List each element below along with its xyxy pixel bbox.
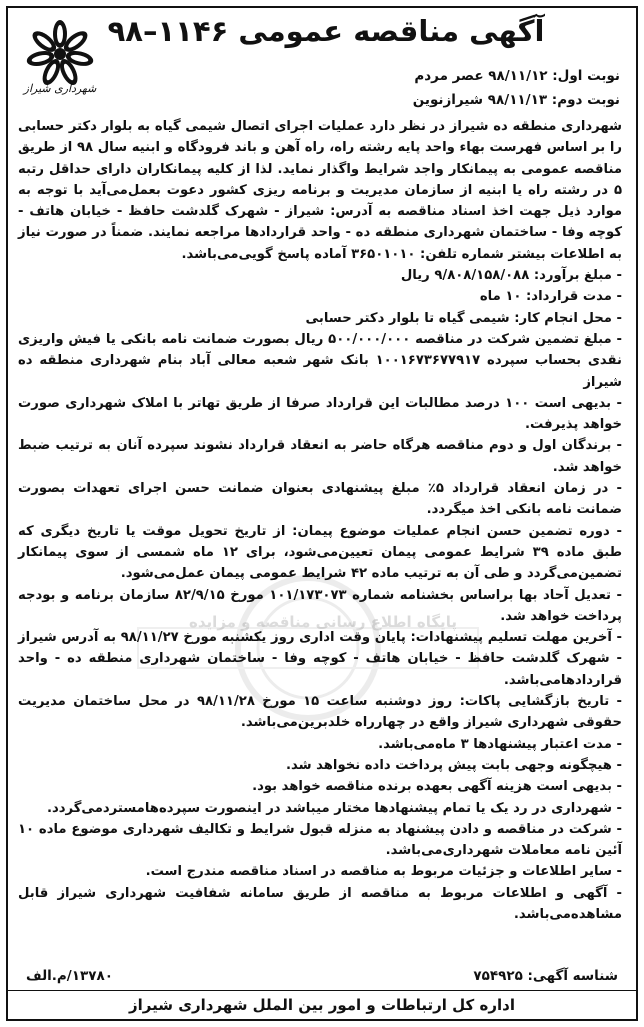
notice-item: - برندگان اول و دوم مناقصه هرگاه حاضر به انعقاد قرارداد نشوند سپرده آنان به ترتیب ضبط خواهد شد. [18, 438, 622, 475]
notice-item: - آگهی و اطلاعات مربوط به مناقصه از طریق سامانه شفافیت شهرداری شیراز قابل مشاهده‌می‌باشد. [18, 885, 622, 922]
notice-intro: شهرداری منطقه ده شیراز در نظر دارد عملیات اجرای اتصال شیمی گیاه به بلوار دکتر حسابی را بر اساس فهرست بهاء واحد پایه رشته راه، راه آهن و باند فرودگاه و ابنیه سال ۹۸ از طریق مناقصه عمومی به پیمانکار واجد شرایط واگذار نماید. لذا از کلیه پیمانکاران دارای حداقل رتبه ۵ در رشته راه یا ابنیه از سازمان مدیریت و برنامه ریزی کشور دعوت بعمل‌می‌آید با توجه به موارد ذیل جهت اخذ اسناد مناقصه به آدرس: شیراز - شهرک گلدشت حافظ - خیابان هاتف - کوچه وفا - ساختمان شهرداری منطقه ده - واحد قراردادها مراجعه نمایند. ضمناً در صورت نیاز به اطلاعات بیشتر شماره تلفن: ۳۶۵۰۱۰۱۰ آماده پاسخ گویی‌می‌باشد. [18, 119, 622, 262]
notice-header [8, 8, 636, 116]
footer-identifiers [8, 968, 636, 992]
notice-item: - هیچگونه وجهی بابت پیش پرداخت داده نخواهد شد. [285, 757, 622, 773]
publisher-name: اداره کل ارتباطات و امور بین الملل شهرداری شیراز [129, 996, 515, 1014]
notice-item: - شهرداری در رد یک یا تمام پیشنهادها مختار میباشد در اینصورت سپرده‌هامستردمی‌گردد. [46, 800, 622, 816]
notice-item: - تعدیل آحاد بها براساس بخشنامه شماره ۱۰۱/۱۷۳۰۷۳ مورخ ۸۲/۹/۱۵ سازمان برنامه و بودجه پرداخت خواهد شد. [18, 587, 622, 624]
footer-divider [8, 990, 636, 991]
notice-item: - سایر اطلاعات و جزئیات مربوط به مناقصه در اسناد مناقصه مندرج است. [145, 864, 622, 880]
notice-item: - آخرین مهلت تسلیم پیشنهادات: پایان وقت اداری روز یکشنبه مورخ ۹۸/۱۱/۲۷ به آدرس شیراز - شهرک گلدشت حافظ - خیابان هاتف - کوچه وفا - ساختمان شهرداری منطقه ده - واحد قراردادهامی‌باشد. [18, 630, 622, 688]
watermark-text: پایگاه اطلاع رسانی مناقصه و مزایده [189, 613, 457, 631]
notice-item: - مدت قرارداد: ۱۰ ماه [479, 289, 622, 305]
notice-title: آگهی مناقصه عمومی ۱۱۴۶–۹۸ [107, 14, 545, 48]
notice-item: - بدیهی است ۱۰۰ درصد مطالبات این قرارداد صرفا از طریق تهاتر با املاک شهرداری صورت خواهد پذیرفت. [18, 395, 623, 433]
publication-first: نوبت اول: ۹۸/۱۱/۱۲ عصر مردم [414, 68, 620, 84]
notice-item: - محل انجام کار: شیمی گیاه تا بلوار دکتر حسابی [305, 310, 622, 326]
notice-item: - مدت اعتبار پیشنهادها ۳ ماه‌می‌باشد. [378, 736, 622, 752]
publication-second: نوبت دوم: ۹۸/۱۱/۱۳ شیرازنوین [412, 92, 620, 108]
ad-code: ۱۳۷۸۰/م.الف [26, 968, 113, 984]
notice-body [8, 116, 636, 925]
logo-caption: شهرداری شیراز [23, 82, 97, 95]
ad-id: شناسه آگهی: ۷۵۴۹۲۵ [473, 968, 618, 984]
notice-item: - در زمان انعقاد قرارداد ۵٪ مبلغ پیشنهادی بعنوان ضمانت حسن اجرای تعهدات بصورت ضمانت نامه بانکی اخذ میگردد. [18, 481, 623, 518]
notice-item: - تاریخ بازگشایی پاکات: روز دوشنبه ساعت ۱۵ مورخ ۹۸/۱۱/۲۸ در محل ساختمان مدیریت حقوقی شهرداری شیراز واقع در چهارراه خلدبرین‌می‌باشد. [18, 694, 622, 731]
notice-item: - بدیهی است هزینه آگهی بعهده برنده مناقصه خواهد بود. [252, 779, 622, 795]
notice-item: - مبلغ تضمین شرکت در مناقصه ۵۰۰/۰۰۰/۰۰۰ ریال بصورت ضمانت نامه بانکی یا فیش واریزی نقدی بحساب سپرده ۱۰۰۱۶۷۳۶۷۷۹۱۷ بانک شهر شعبه معالی آباد بنام شهرداری منطقه ده شیراز [18, 331, 622, 390]
notice-item: - مبلغ برآورد: ۹/۸۰۸/۱۵۸/۰۸۸ ریال [400, 268, 622, 284]
tender-notice [6, 6, 638, 1021]
notice-item: - شرکت در مناقصه و دادن پیشنهاد به منزله قبول شرایط و تکالیف شهرداری موضوع ماده ۱۰ آئین نامه معاملات شهرداری‌می‌باشد. [18, 821, 622, 859]
notice-item: - دوره تضمین حسن انجام عملیات موضوع پیمان: از تاریخ تحویل موقت یا تاریخ دیگری که طبق ماده ۳۹ شرایط عمومی پیمان تعیین‌می‌شود، برای ۱۲ ماه شمسی از سوی پیمانکار تضمین‌می‌گردد و طی آن به ترتیب ماده ۴۲ شرایط عمومی پیمان عمل‌می‌شود. [18, 523, 623, 582]
